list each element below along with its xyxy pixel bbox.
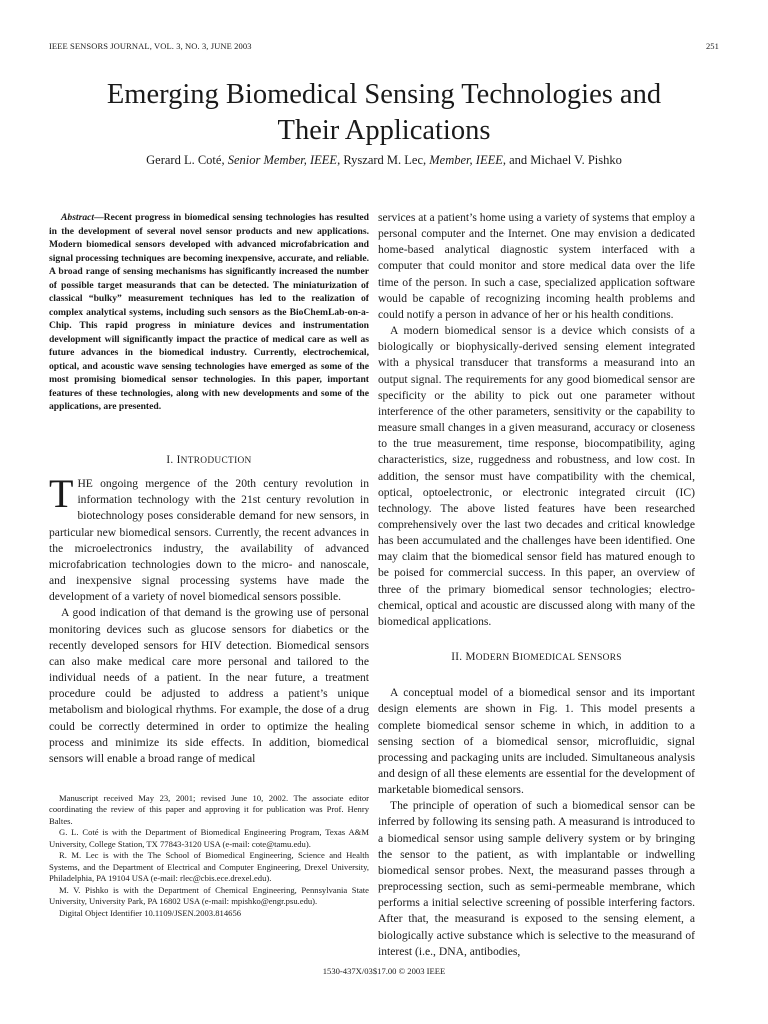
right-paragraph-0: services at a patient’s home using a variety of systems that employ a personal computer and the Internet. One may envision a dedicated home-based analytical diagnostic system interfaced with a computer that could monitor and store medical data over the life time of the person. In such a case, specialized application software would be capable of recognizing incoming health problems and could notify a person in advance of her or his health conditions. bbox=[378, 211, 695, 321]
copyright-line: 1530-437X/03$17.00 © 2003 IEEE bbox=[322, 966, 446, 976]
footnote-doi: Digital Object Identifier 10.1109/JSEN.2003.814656 bbox=[59, 907, 242, 918]
intro-paragraph-1: THE ongoing mergence of the 20th century revolution in information technology with the 21st century revolution in biotechnology poses considerable demand for new sensors, in particular new biomedical sensors. Currently, the recent advances in the microelectronics industry, the availability of advanced microfabrication technologies down to the micro- and nanoscale, and inexpensive signal processing systems have made the development of a variety of novel biomedical sensors possible. bbox=[49, 471, 369, 604]
footnote-cote: G. L. Coté is with the Department of Biomedical Engineering Program, Texas A&M University, College Station, TX 77843-3120 USA (e-mail: cote@tamu.edu). bbox=[49, 827, 369, 849]
section-introduction bbox=[49, 452, 369, 767]
author-1-role: Senior Member, IEEE bbox=[227, 153, 338, 167]
author-3-name: Michael V. Pishko bbox=[530, 153, 622, 167]
section-heading-introduction: I. INTRODUCTION bbox=[166, 454, 252, 466]
author-2-name: Ryszard M. Lec bbox=[343, 153, 424, 167]
title-line-1: Emerging Biomedical Sensing Technologies and bbox=[106, 79, 662, 110]
footnote-manuscript: Manuscript received May 23, 2001; revised June 10, 2002. The associate editor coordinating the review of this paper and approving it for publication was Prof. Henry Baltes. bbox=[49, 793, 369, 826]
right-paragraph-1: A modern biomedical sensor is a device which consists of a biologically or biophysically-derived sensing element integrated with a physical transducer that transforms a measurand into an output signal. The requirements for any good biomedical sensor are specificity or the ability to pick out one parameter without interference of the other parameters, sensitivity or the capability to measure small changes in a given measurand, accuracy or closeness to the true measurement, time response, biocompatibility, aging characteristics, size, ruggedness and robustness, and low cost. In addition, the sensor must have compatibility with the chemical, optical, optoelectronic, or electronic integrated circuit (IC) technology. The above listed features have been researched comprehensively over the last two decades and critical knowledge has been accumulated and the challenges have been identified. One may claim that the biomedical sensor field has matured enough to be poised for commercial success. In this paper, an overview of three of the primary biomedical sensor technologies; electro-chemical, optical and acoustic are discussed along with many of the biomedical applications. bbox=[378, 324, 695, 628]
running-header: IEEE SENSORS JOURNAL, VOL. 3, NO. 3, JUNE 2003 bbox=[49, 41, 252, 51]
page-number: 251 bbox=[705, 41, 719, 51]
paper-title bbox=[40, 77, 728, 149]
right-column bbox=[378, 210, 695, 960]
abstract bbox=[49, 211, 369, 414]
intro-paragraph-2: A good indication of that demand is the growing use of personal monitoring devices such as glucose sensors for diabetics or the recently developed sensors for HIV detection. Biomedical sensors can also make medical care more personal and tailored to the individual needs of a patient. In the near future, a treatment procedure could be adjusted to address a patient’s unique metabolism and biological rhythms. For example, the dose of a drug could be correctly determined in order to optimize the healing process and minimize its side effects. In addition, biomedical sensors will enable a broad range of medical bbox=[49, 606, 369, 765]
title-line-2: Their Applications bbox=[277, 115, 491, 146]
author-line: Gerard L. Coté, Senior Member, IEEE, Ryszard M. Lec, Member, IEEE, and Michael V. Pishko bbox=[146, 153, 622, 167]
abstract-text: —Recent progress in biomedical sensing technologies has resulted in the development of several novel sensor products and new applications. Modern biomedical sensors developed with advanced microfabrication and signal processing techniques are becoming inexpensive, accurate, and reliable. A broad range of sensing mechanisms has significantly increased the number of possible target measurands that can be detected. The miniaturization of classical “bulky” measurement techniques has led to the realization of complex analytical systems, including such sensors as the BioChemLab-on-a-Chip. This rapid progress in miniature devices and instrumentation development will significantly impact the practice of medical care as well as future advances in the biomedical industry. Currently, electrochemical, optical, and acoustic wave sensing technologies have emerged as some of the most promising biomedical sensor technologies. In this paper, important features of these technologies, along with new developments and some of the applications, are presented. bbox=[49, 212, 369, 412]
abstract-label: Abstract bbox=[61, 212, 95, 223]
author-1-name: Gerard L. Coté bbox=[146, 153, 222, 167]
footnotes bbox=[49, 793, 369, 919]
footnote-lec: R. M. Lec is with the The School of Biomedical Engineering, Science and Health Systems, and the Department of Electrical and Computer Engineering, Drexel University, Philadelphia, PA 19104 USA (e-mail: rlec@cbis.ece.drexel.edu). bbox=[49, 850, 369, 884]
right-paragraph-3: The principle of operation of such a biomedical sensor can be inferred by following its sensing path. A measurand is introduced to a biomedical sensor using sample delivery system or by bringing the sensor to the patient, as with implantable or indwelling biomedical sensor probes. Next, the measurand passes through a preprocessing section, such as semi-permeable membrane, which performs a initial selective screening of possible interfering factors. After that, the measurand is exposed to the sensing element, a biologically active substance which is selective to the measurand of interest (i.e., DNA, antibodies, bbox=[378, 799, 695, 958]
footnote-pishko: M. V. Pishko is with the Department of Chemical Engineering, Pennsylvania State University, University Park, PA 16802 USA (e-mail: mpishko@engr.psu.edu). bbox=[49, 884, 369, 907]
right-paragraph-2: A conceptual model of a biomedical sensor and its important design elements are shown in Fig. 1. This model presents a complete biomedical sensor scheme in which, in addition to a sensing section of a biomedical sensor, microfluidic, signal processing and packaging units are included. Simultaneous analysis and design of all these elements are essential for the development of marketable biomedical sensors. bbox=[378, 686, 695, 797]
author-2-role: Member, IEEE bbox=[429, 153, 503, 167]
drop-cap: T bbox=[49, 471, 74, 517]
section-heading-modern-sensors: II. MODERN BIOMEDICAL SENSORS bbox=[451, 651, 622, 664]
